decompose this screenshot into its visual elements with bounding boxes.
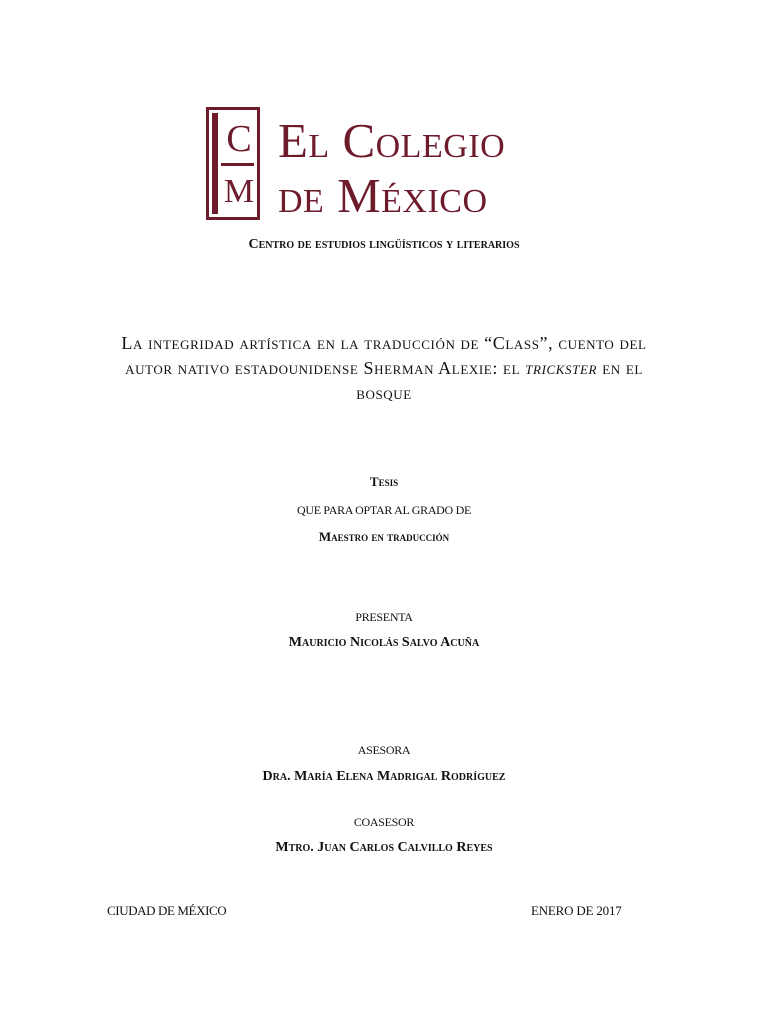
coadvisor-name: Mtro. Juan Carlos Calvillo Reyes <box>275 840 493 855</box>
degree-intro: QUE PARA OPTAR AL GRADO DE <box>296 503 472 517</box>
degree-name: Maestro en traducción <box>318 529 450 544</box>
logo-divider <box>221 163 254 166</box>
tesis-label: Tesis <box>369 474 399 489</box>
presenta-label: PRESENTA <box>355 610 413 624</box>
advisor-label: ASESORA <box>357 743 411 757</box>
title-part-2: en el bosque <box>356 358 643 403</box>
center-name: Centro de estudios lingüísticos y literarios <box>248 237 520 252</box>
footer-place: CIUDAD DE MÉXICO <box>107 903 227 918</box>
advisor-name: Dra. María Elena Madrigal Rodríguez <box>262 769 506 784</box>
author-name: Mauricio Nicolás Salvo Acuña <box>288 635 480 650</box>
logo-line-2: de México <box>278 168 488 223</box>
logo-wordmark <box>278 113 505 223</box>
title-italic-word: trickster <box>525 358 598 378</box>
thesis-title <box>100 331 668 406</box>
institution-logo <box>206 107 566 222</box>
footer-date: ENERO DE 2017 <box>531 903 622 918</box>
title-part-1: La integridad artística en la traducción de “Class”, cuento del autor nativo estadounidense Sherman Alexie: el <box>121 333 647 378</box>
coadvisor-label: COASESOR <box>353 815 415 829</box>
logo-monogram <box>206 107 260 220</box>
logo-bar <box>212 113 218 214</box>
logo-letter-m: M <box>223 173 255 210</box>
logo-line-1: El Colegio <box>278 113 506 168</box>
logo-letter-c: C <box>226 118 252 160</box>
